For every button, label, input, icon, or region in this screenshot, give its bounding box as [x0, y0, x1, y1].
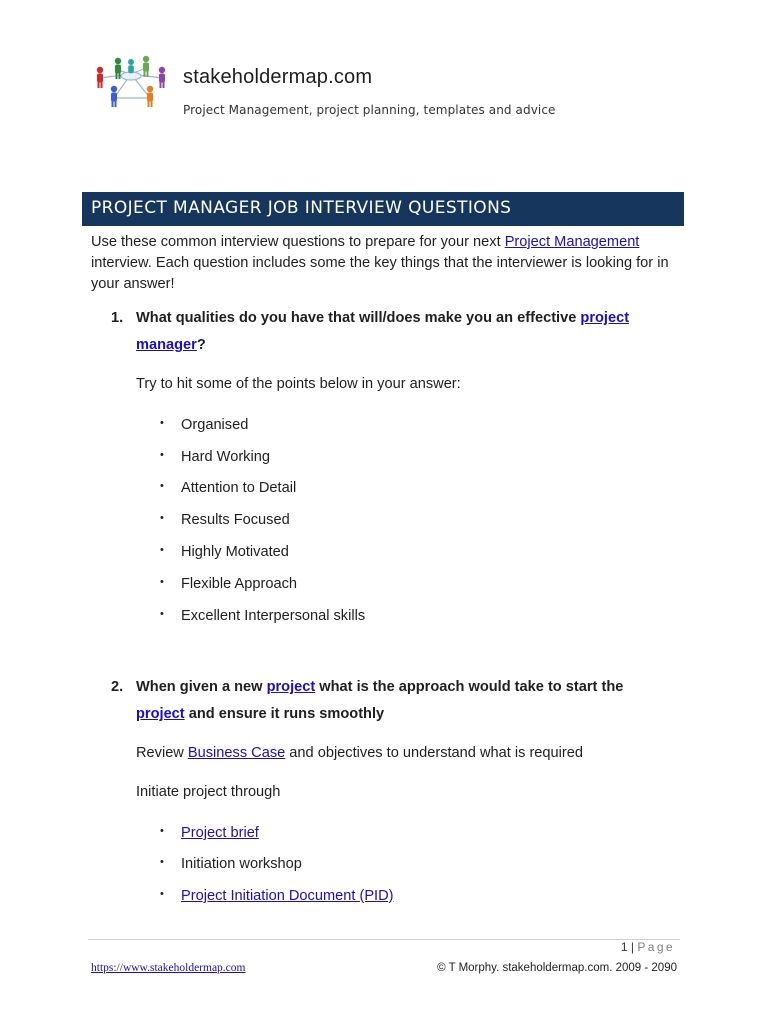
bullet-icon: •	[160, 856, 164, 868]
bullet-icon: •	[160, 480, 164, 492]
q2-initiate-text: Initiate project through	[136, 784, 281, 800]
footer-site-link[interactable]: https://www.stakeholdermap.com	[91, 962, 246, 974]
list-item: • Flexible Approach	[160, 576, 298, 592]
project-link[interactable]: project	[266, 679, 316, 695]
manager-link[interactable]: manager	[136, 337, 197, 353]
site-tagline: Project Management, project planning, templates and advice	[183, 103, 556, 117]
list-item: • Highly Motivated	[160, 544, 289, 560]
bullet-icon: •	[160, 576, 164, 588]
copyright-text: © T Morphy. stakeholdermap.com. 2009 - 2090	[437, 962, 677, 974]
question-number: 1.	[111, 310, 124, 326]
q1-lead-text: Try to hit some of the points below in your answer:	[136, 376, 461, 392]
list-item: • Hard Working	[160, 449, 270, 465]
bullet-icon: •	[160, 449, 164, 461]
question-number: 2.	[111, 679, 124, 695]
q2-review-text: Review Business Case and objectives to understand what is required	[136, 745, 583, 761]
intro-paragraph: Use these common interview questions to prepare for your next Project Management interview. Each question includes some the key things that the interviewer is looking for in your answer!	[91, 234, 669, 292]
project-brief-link[interactable]: Project brief	[181, 825, 259, 841]
project-link[interactable]: project	[580, 310, 630, 326]
list-item: • Results Focused	[160, 512, 290, 528]
list-item: • Excellent Interpersonal skills	[160, 608, 366, 624]
stakeholder-network-logo-icon	[88, 52, 174, 112]
bullet-icon: •	[160, 544, 164, 556]
question-2: 2. When given a new project what is the approach would take to start the project and ensure it runs smoothly	[111, 674, 671, 728]
question-1: 1. What qualities do you have that will/does make you an effective project manager?	[111, 305, 671, 359]
page-number: 1 | Page	[620, 940, 675, 954]
pid-link[interactable]: Project Initiation Document (PID)	[181, 888, 394, 904]
business-case-link[interactable]: Business Case	[187, 745, 286, 761]
project-management-link[interactable]: Project Management	[504, 234, 640, 250]
bullet-icon: •	[160, 417, 164, 429]
list-item: • Attention to Detail	[160, 480, 297, 496]
bullet-icon: •	[160, 888, 164, 900]
list-item	[160, 888, 581, 904]
footer-divider	[88, 939, 680, 940]
list-item	[160, 825, 581, 841]
list-item: • Initiation workshop	[160, 856, 302, 872]
list-item: • Organised	[160, 417, 249, 433]
bullet-icon: •	[160, 512, 164, 524]
page-title-banner: PROJECT MANAGER JOB INTERVIEW QUESTIONS	[82, 192, 684, 226]
bullet-icon: •	[160, 825, 164, 837]
site-name: stakeholdermap.com	[183, 66, 373, 88]
project-link[interactable]: project	[136, 706, 185, 722]
bullet-icon: •	[160, 608, 164, 620]
